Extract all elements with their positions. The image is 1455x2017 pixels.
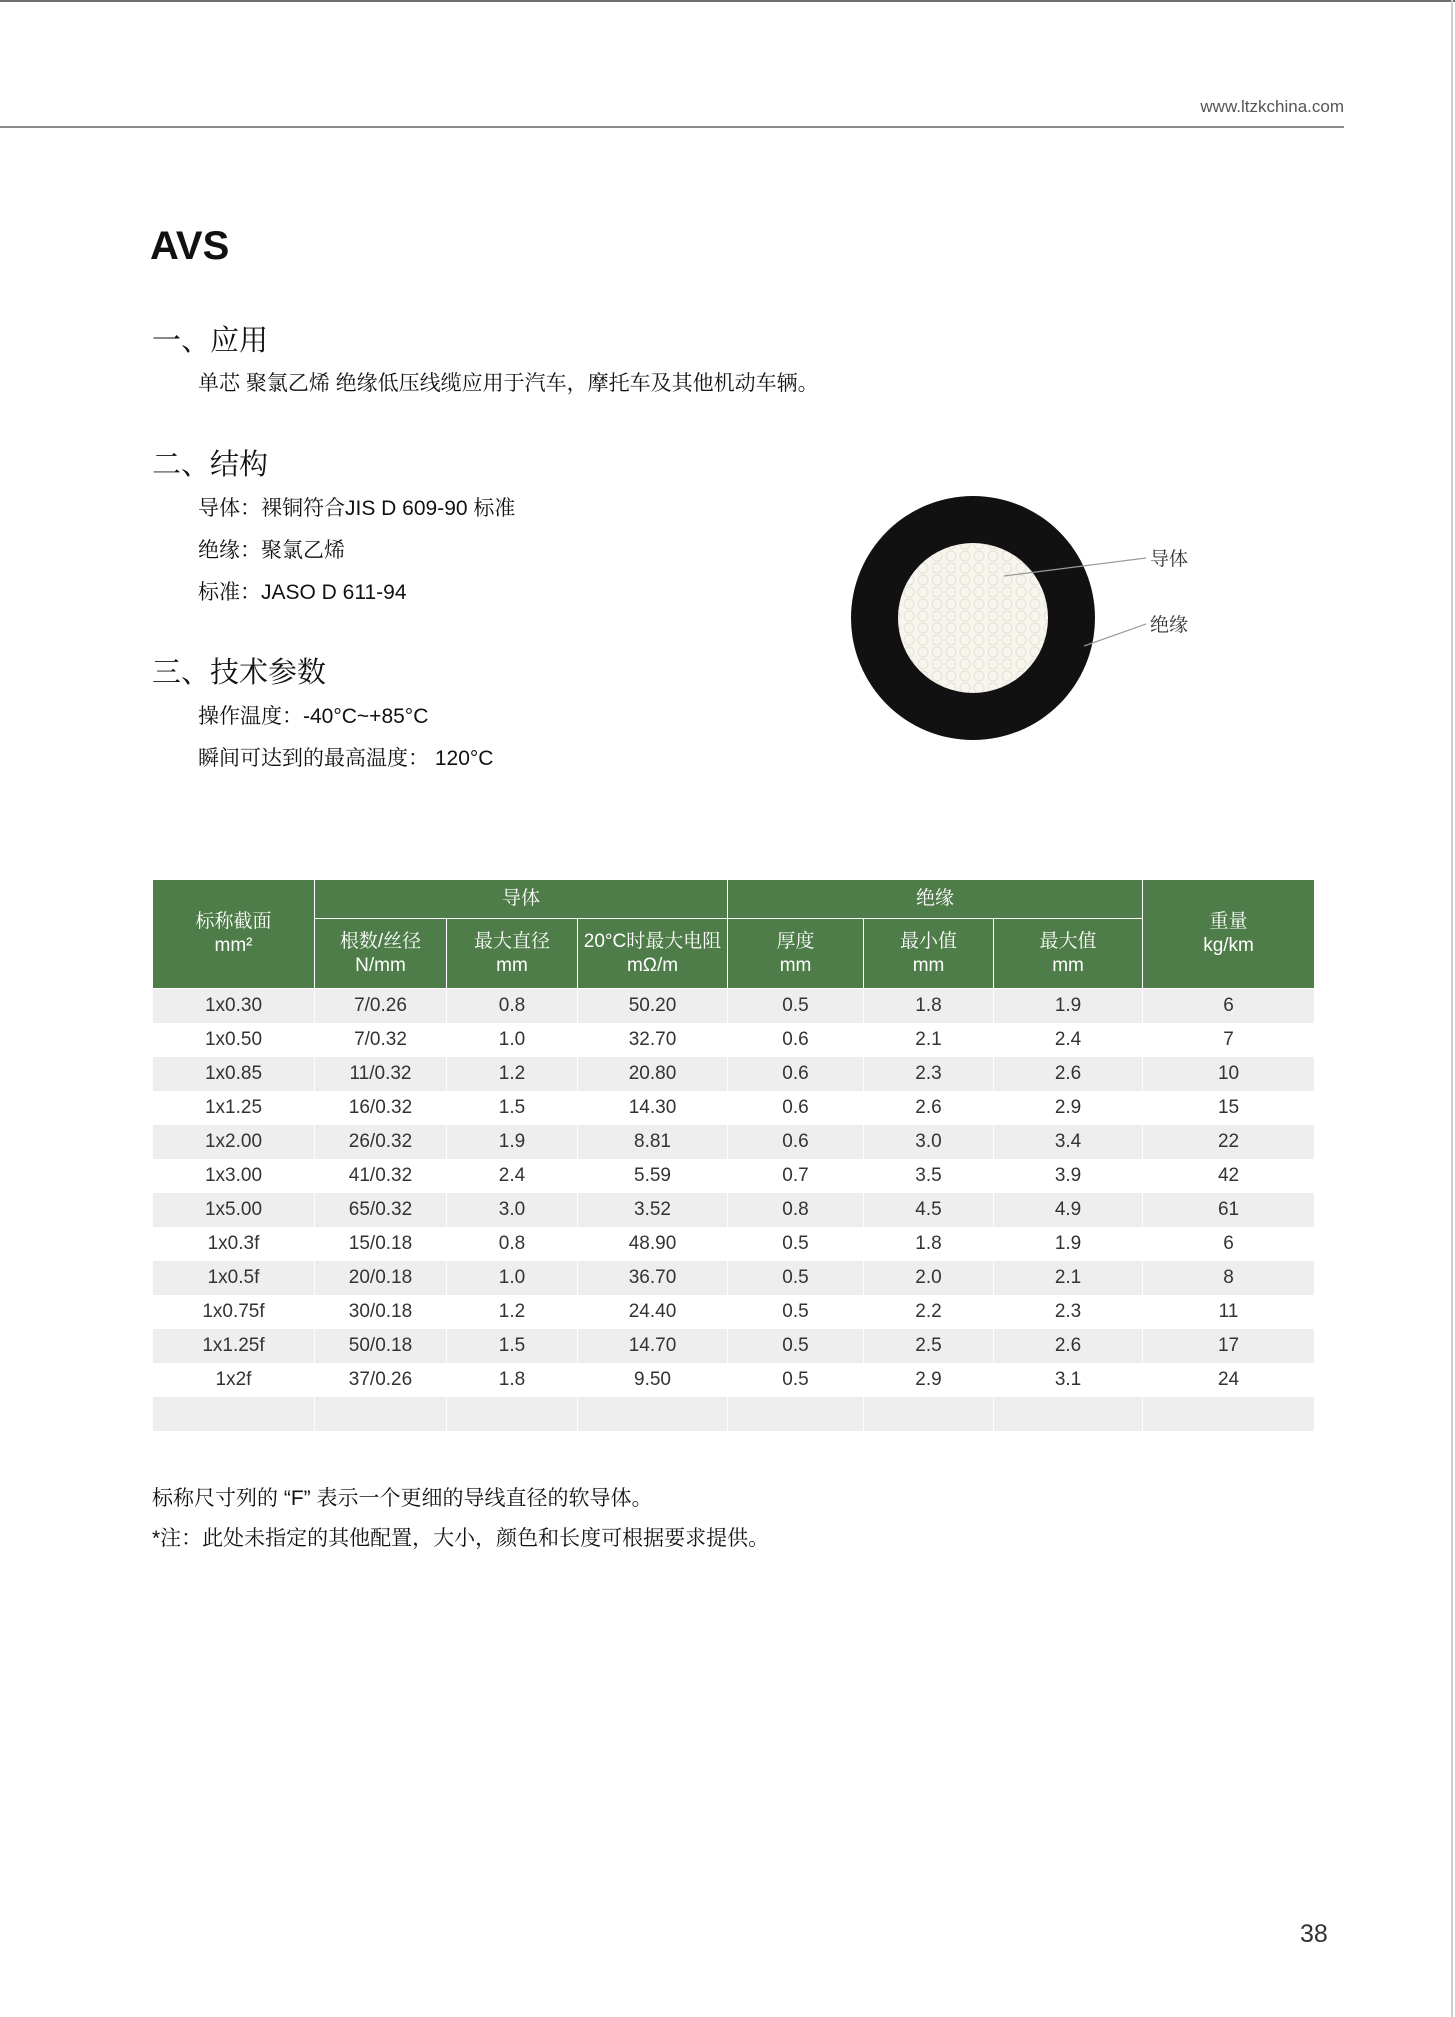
table-cell: 1.9 xyxy=(447,1125,578,1159)
table-cell: 1x0.5f xyxy=(153,1261,315,1295)
table-cell: 41/0.32 xyxy=(315,1159,447,1193)
table-cell: 36.70 xyxy=(578,1261,728,1295)
header-section: 标称截面 mm² xyxy=(153,880,315,989)
table-cell: 1.8 xyxy=(864,1227,994,1261)
table-cell: 14.30 xyxy=(578,1091,728,1125)
table-row xyxy=(153,1261,1315,1295)
table-cell: 0.8 xyxy=(447,1227,578,1261)
table-cell: 2.3 xyxy=(864,1057,994,1091)
table-cell: 2.6 xyxy=(994,1329,1143,1363)
table-cell: 1x2.00 xyxy=(153,1125,315,1159)
table-row xyxy=(153,1363,1315,1397)
header-max-diameter: 最大直径 mm xyxy=(447,919,578,989)
table-cell xyxy=(1143,1397,1315,1431)
tech-max-temp: 瞬间可达到的最高温度： 120°C xyxy=(198,747,494,770)
table-cell: 24.40 xyxy=(578,1295,728,1329)
table-cell: 1x2f xyxy=(153,1363,315,1397)
header-min-value: 最小值 mm xyxy=(864,919,994,989)
spec-table xyxy=(152,879,1315,1431)
table-cell: 1.2 xyxy=(447,1295,578,1329)
table-row xyxy=(153,1023,1315,1057)
table-cell: 1x0.50 xyxy=(153,1023,315,1057)
table-cell: 2.2 xyxy=(864,1295,994,1329)
table-cell: 11/0.32 xyxy=(315,1057,447,1091)
table-cell: 0.5 xyxy=(728,1261,864,1295)
header-max-value: 最大值 mm xyxy=(994,919,1143,989)
table-cell: 2.9 xyxy=(994,1091,1143,1125)
table-cell: 2.6 xyxy=(994,1057,1143,1091)
table-cell: 0.7 xyxy=(728,1159,864,1193)
table-cell: 8 xyxy=(1143,1261,1315,1295)
table-cell: 16/0.32 xyxy=(315,1091,447,1125)
table-cell: 2.4 xyxy=(447,1159,578,1193)
structure-conductor: 导体：裸铜符合JIS D 609-90 标准 xyxy=(198,497,516,520)
table-cell: 61 xyxy=(1143,1193,1315,1227)
table-row xyxy=(153,1159,1315,1193)
cable-cross-section-diagram xyxy=(846,490,1216,750)
table-cell: 1.5 xyxy=(447,1091,578,1125)
table-cell: 1.8 xyxy=(864,989,994,1024)
table-cell: 10 xyxy=(1143,1057,1315,1091)
table-row xyxy=(153,1091,1315,1125)
structure-insulation: 绝缘：聚氯乙烯 xyxy=(198,539,345,562)
table-cell: 3.52 xyxy=(578,1193,728,1227)
table-cell: 2.5 xyxy=(864,1329,994,1363)
table-row xyxy=(153,1397,1315,1431)
table-cell: 3.1 xyxy=(994,1363,1143,1397)
table-cell: 0.6 xyxy=(728,1023,864,1057)
section-heading-structure: 二、结构 xyxy=(152,449,269,481)
table-cell: 1.0 xyxy=(447,1023,578,1057)
table-cell: 6 xyxy=(1143,1227,1315,1261)
table-cell: 7/0.32 xyxy=(315,1023,447,1057)
table-cell: 4.9 xyxy=(994,1193,1143,1227)
table-cell: 1.2 xyxy=(447,1057,578,1091)
table-cell: 7 xyxy=(1143,1023,1315,1057)
table-cell: 14.70 xyxy=(578,1329,728,1363)
table-cell: 1x3.00 xyxy=(153,1159,315,1193)
header-conductor-group: 导体 xyxy=(315,880,728,919)
table-row xyxy=(153,1227,1315,1261)
table-cell: 0.6 xyxy=(728,1091,864,1125)
section-heading-application: 一、应用 xyxy=(152,325,269,357)
table-cell: 5.59 xyxy=(578,1159,728,1193)
table-cell: 0.6 xyxy=(728,1057,864,1091)
table-cell: 1.5 xyxy=(447,1329,578,1363)
website-url: www.ltzkchina.com xyxy=(1200,97,1344,116)
table-cell: 20/0.18 xyxy=(315,1261,447,1295)
table-cell xyxy=(728,1397,864,1431)
table-cell: 1x0.85 xyxy=(153,1057,315,1091)
product-title: AVS xyxy=(150,224,230,268)
label-insulation: 绝缘 xyxy=(1150,614,1189,636)
section-heading-technical: 三、技术参数 xyxy=(152,657,327,689)
table-cell: 50.20 xyxy=(578,989,728,1024)
table-cell: 2.3 xyxy=(994,1295,1143,1329)
table-cell: 0.5 xyxy=(728,1363,864,1397)
table-cell: 0.5 xyxy=(728,1295,864,1329)
table-cell xyxy=(994,1397,1143,1431)
page-right-border xyxy=(1451,0,1453,2017)
table-cell: 1.0 xyxy=(447,1261,578,1295)
table-cell: 2.1 xyxy=(864,1023,994,1057)
table-cell: 0.5 xyxy=(728,1329,864,1363)
spec-table-body xyxy=(153,989,1315,1432)
table-cell: 50/0.18 xyxy=(315,1329,447,1363)
table-cell: 8.81 xyxy=(578,1125,728,1159)
table-cell: 3.0 xyxy=(447,1193,578,1227)
table-cell: 1x0.3f xyxy=(153,1227,315,1261)
header-thickness: 厚度 mm xyxy=(728,919,864,989)
table-cell: 37/0.26 xyxy=(315,1363,447,1397)
table-cell: 1.9 xyxy=(994,989,1143,1024)
header-divider xyxy=(0,126,1344,128)
header-insulation-group: 绝缘 xyxy=(728,880,1143,919)
table-cell: 1x1.25f xyxy=(153,1329,315,1363)
table-cell: 9.50 xyxy=(578,1363,728,1397)
table-cell xyxy=(578,1397,728,1431)
table-cell: 17 xyxy=(1143,1329,1315,1363)
table-cell: 11 xyxy=(1143,1295,1315,1329)
table-cell: 4.5 xyxy=(864,1193,994,1227)
table-cell: 20.80 xyxy=(578,1057,728,1091)
page-top-border xyxy=(0,0,1455,2)
table-row xyxy=(153,1125,1315,1159)
table-row xyxy=(153,1295,1315,1329)
header-max-resistance: 20°C时最大电阻 mΩ/m xyxy=(578,919,728,989)
table-cell: 26/0.32 xyxy=(315,1125,447,1159)
table-row xyxy=(153,1329,1315,1363)
table-row xyxy=(153,1057,1315,1091)
table-cell: 24 xyxy=(1143,1363,1315,1397)
table-cell: 3.4 xyxy=(994,1125,1143,1159)
page-number: 38 xyxy=(1300,1920,1328,1948)
table-cell xyxy=(153,1397,315,1431)
table-cell: 6 xyxy=(1143,989,1315,1024)
table-cell: 65/0.32 xyxy=(315,1193,447,1227)
table-cell: 0.8 xyxy=(728,1193,864,1227)
table-cell: 3.0 xyxy=(864,1125,994,1159)
table-cell: 32.70 xyxy=(578,1023,728,1057)
table-cell: 0.6 xyxy=(728,1125,864,1159)
table-cell xyxy=(447,1397,578,1431)
table-row xyxy=(153,989,1315,1024)
table-cell: 3.9 xyxy=(994,1159,1143,1193)
note-f-suffix: 标称尺寸列的 “F” 表示一个更细的导线直径的软导体。 xyxy=(152,1487,653,1510)
structure-standard: 标准：JASO D 611-94 xyxy=(198,581,407,604)
table-cell: 7/0.26 xyxy=(315,989,447,1024)
header-weight: 重量 kg/km xyxy=(1143,880,1315,989)
table-cell: 0.8 xyxy=(447,989,578,1024)
table-cell xyxy=(864,1397,994,1431)
table-row xyxy=(153,1193,1315,1227)
table-cell: 42 xyxy=(1143,1159,1315,1193)
table-cell: 22 xyxy=(1143,1125,1315,1159)
table-cell: 2.1 xyxy=(994,1261,1143,1295)
table-cell: 1.9 xyxy=(994,1227,1143,1261)
table-cell: 1x0.75f xyxy=(153,1295,315,1329)
table-cell: 48.90 xyxy=(578,1227,728,1261)
table-cell: 30/0.18 xyxy=(315,1295,447,1329)
table-cell: 15/0.18 xyxy=(315,1227,447,1261)
table-cell: 1x1.25 xyxy=(153,1091,315,1125)
table-cell: 0.5 xyxy=(728,989,864,1024)
table-cell: 1x0.30 xyxy=(153,989,315,1024)
table-cell: 2.6 xyxy=(864,1091,994,1125)
table-cell: 2.4 xyxy=(994,1023,1143,1057)
table-cell: 15 xyxy=(1143,1091,1315,1125)
label-conductor: 导体 xyxy=(1150,548,1189,570)
table-cell: 3.5 xyxy=(864,1159,994,1193)
table-cell: 2.9 xyxy=(864,1363,994,1397)
table-cell xyxy=(315,1397,447,1431)
note-other-config: *注：此处未指定的其他配置，大小，颜色和长度可根据要求提供。 xyxy=(152,1527,770,1550)
tech-operating-temp: 操作温度：-40°C~+85°C xyxy=(198,705,429,728)
table-cell: 2.0 xyxy=(864,1261,994,1295)
header-strands: 根数/丝径 N/mm xyxy=(315,919,447,989)
table-cell: 0.5 xyxy=(728,1227,864,1261)
table-cell: 1.8 xyxy=(447,1363,578,1397)
table-cell: 1x5.00 xyxy=(153,1193,315,1227)
application-text: 单芯 聚氯乙烯 绝缘低压线缆应用于汽车，摩托车及其他机动车辆。 xyxy=(198,372,819,395)
